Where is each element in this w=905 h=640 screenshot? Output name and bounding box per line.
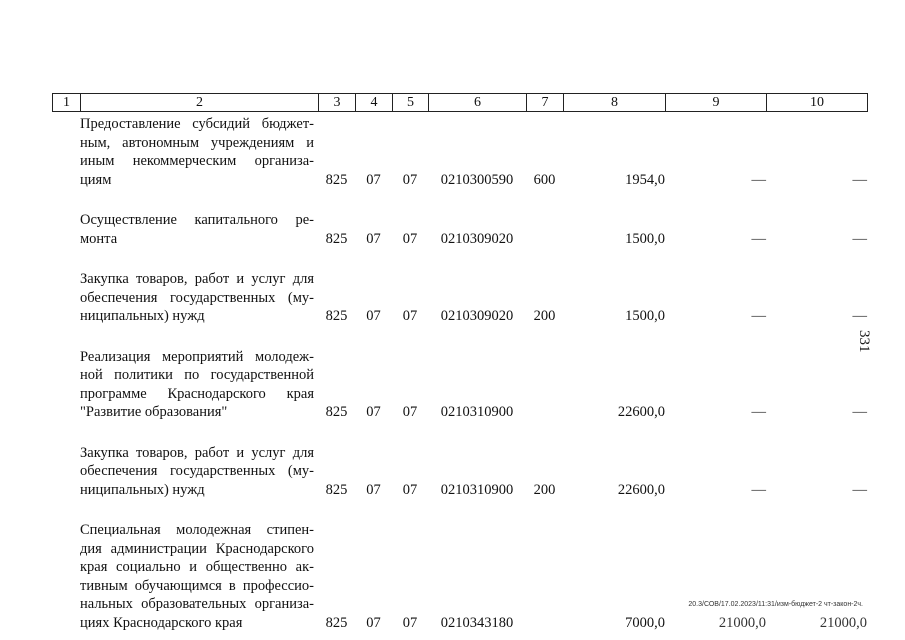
- cell-amount-col10: —: [852, 481, 867, 498]
- header-cell-7: 7: [527, 94, 564, 112]
- cell-expense-type: 600: [533, 171, 556, 188]
- cell-ministry: 825: [325, 481, 348, 498]
- header-cell-1: 1: [53, 94, 81, 112]
- cell-expense-type: [526, 211, 563, 248]
- cell-amount-col9: —: [751, 230, 766, 247]
- name-line: нальных образовательных организа-: [80, 596, 314, 612]
- header-cell-3: 3: [319, 94, 356, 112]
- name-line: Осуществление капитального ре-: [80, 212, 314, 228]
- row-spacer-cell: [52, 499, 867, 521]
- cell-target-code: 0210309020: [440, 230, 514, 247]
- cell-name: [80, 270, 318, 326]
- cell-target-code: 0210309020: [440, 308, 514, 324]
- header-cell-5: 5: [393, 94, 429, 112]
- cell-ministry: 825: [325, 230, 348, 247]
- name-line: Закупка товаров, работ и услуг для: [80, 271, 314, 287]
- column-header-table: [52, 93, 868, 112]
- cell-amount-col8: 1954,0: [625, 171, 665, 188]
- table-row: [52, 521, 867, 632]
- row-spacer: [52, 499, 867, 521]
- row-spacer-cell: [52, 248, 867, 270]
- name-line: обеспечения государственных (му-: [80, 463, 314, 479]
- budget-table-body: [52, 112, 867, 632]
- header-cell-6: 6: [429, 94, 527, 112]
- cell-amount-col8: 1500,0: [625, 230, 665, 247]
- cell-subsection: 07: [402, 481, 418, 498]
- cell-amount-col10: —: [852, 171, 867, 188]
- cell-expense-type: 200: [533, 308, 556, 324]
- cell-target-code: 0210310900: [440, 481, 514, 498]
- cell-section: 07: [366, 614, 381, 631]
- header-cell-9: 9: [666, 94, 767, 112]
- cell-section: 07: [366, 481, 381, 498]
- cell-expense-type: 200: [533, 481, 556, 498]
- cell-subsection: 07: [402, 230, 418, 247]
- name-line: "Развитие образования": [80, 404, 228, 420]
- cell-amount-col10: —: [852, 308, 867, 324]
- cell-section: 07: [366, 308, 381, 324]
- cell-amount-col10: 21000,0: [819, 614, 867, 631]
- cell-ministry: 825: [325, 171, 348, 188]
- cell-expense-type: [526, 348, 563, 422]
- cell-ministry: 825: [325, 308, 348, 324]
- name-line: тивным обучающимся в профессио-: [80, 577, 314, 594]
- cell-amount-col8: 22600,0: [617, 404, 665, 420]
- name-line: циях Краснодарского края: [80, 614, 243, 631]
- name-line: монта: [80, 230, 118, 247]
- footer-reference: 20.3/СОВ/17.02.2023/11:31/изм-бюджет-2 чт-закон-2ч.: [688, 601, 863, 608]
- name-line: края социально и общественно ак-: [80, 559, 314, 575]
- row-spacer: [52, 326, 867, 348]
- cell-amount-col9: —: [751, 481, 766, 498]
- cell-section: 07: [366, 404, 381, 420]
- cell-target-code: 0210300590: [440, 171, 514, 188]
- row-spacer: [52, 248, 867, 270]
- cell-subsection: 07: [402, 404, 418, 420]
- name-line: Специальная молодежная стипен-: [80, 522, 314, 538]
- cell-target-code: 0210310900: [440, 404, 514, 420]
- cell-name: [80, 115, 318, 189]
- header-cell-8: 8: [564, 94, 666, 112]
- cell-subsection: 07: [402, 308, 418, 324]
- row-spacer-cell: [52, 326, 867, 348]
- cell-amount-col8: 22600,0: [617, 481, 665, 498]
- cell-section: 07: [366, 171, 381, 188]
- header-cell-10: 10: [767, 94, 868, 112]
- cell-amount-col10: —: [852, 230, 867, 247]
- table-row: [52, 211, 867, 248]
- cell-amount-col8: 1500,0: [625, 308, 665, 324]
- name-line: Предоставление субсидий бюджет-: [80, 116, 314, 132]
- cell-amount-col9: —: [751, 308, 766, 324]
- cell-subsection: 07: [402, 614, 418, 631]
- row-spacer: [52, 422, 867, 444]
- name-line: Реализация мероприятий молодеж-: [80, 348, 314, 365]
- cell-name: [80, 211, 318, 248]
- cell-col-1: [52, 270, 80, 326]
- cell-amount-col8: 7000,0: [625, 614, 665, 631]
- cell-amount-col9: —: [751, 404, 766, 420]
- name-line: дия администрации Краснодарского: [80, 540, 314, 557]
- cell-amount-col10: —: [852, 404, 867, 420]
- cell-target-code: 0210343180: [440, 614, 514, 631]
- name-line: обеспечения государственных (му-: [80, 289, 314, 306]
- cell-ministry: 825: [325, 614, 348, 631]
- cell-col-1: [52, 521, 80, 632]
- cell-section: 07: [366, 230, 381, 247]
- cell-amount-col9: 21000,0: [718, 614, 766, 631]
- name-line: иным некоммерческим организа-: [80, 153, 314, 169]
- cell-amount-col9: —: [751, 171, 766, 188]
- table-row: [52, 444, 867, 500]
- cell-col-1: [52, 444, 80, 500]
- header-cell-2: 2: [81, 94, 319, 112]
- column-header-row: [53, 94, 868, 112]
- cell-ministry: 825: [325, 404, 348, 420]
- name-line: Закупка товаров, работ и услуг для: [80, 444, 314, 461]
- name-line: ным, автономным учреждениям и: [80, 134, 314, 151]
- name-line: программе Краснодарского края: [80, 385, 314, 402]
- cell-name: [80, 444, 318, 500]
- name-line: ниципальных) нужд: [80, 481, 205, 498]
- cell-expense-type: [526, 521, 563, 632]
- cell-name: [80, 348, 318, 422]
- name-line: ной политики по государственной: [80, 367, 314, 383]
- row-spacer-cell: [52, 189, 867, 211]
- table-row: [52, 348, 867, 422]
- cell-col-1: [52, 115, 80, 189]
- table-row: [52, 270, 867, 326]
- cell-subsection: 07: [402, 171, 418, 188]
- name-line: циям: [80, 171, 112, 188]
- cell-col-1: [52, 348, 80, 422]
- header-cell-4: 4: [356, 94, 393, 112]
- name-line: ниципальных) нужд: [80, 308, 205, 324]
- row-spacer: [52, 189, 867, 211]
- cell-col-1: [52, 211, 80, 248]
- table-row: [52, 115, 867, 189]
- row-spacer-cell: [52, 422, 867, 444]
- cell-name: [80, 521, 318, 632]
- page-number: 331: [856, 330, 872, 353]
